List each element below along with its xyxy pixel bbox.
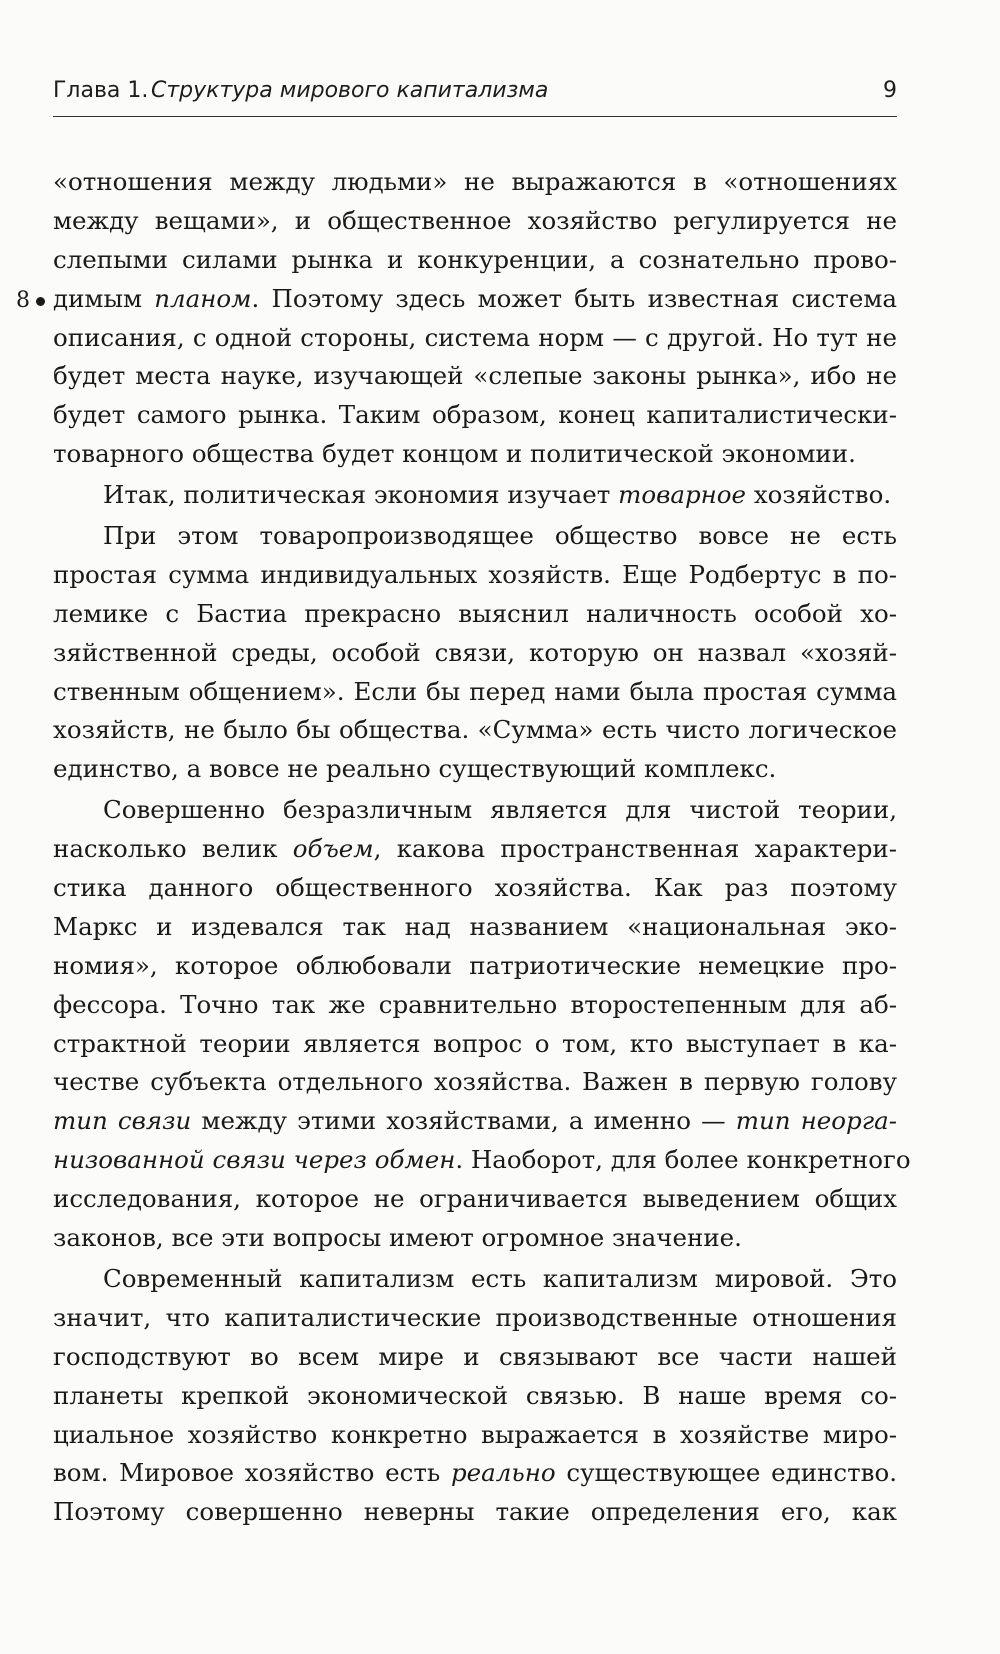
italic-text: тип неорга- <box>735 1106 897 1136</box>
text-span: будет места науке, изучающей «слепые законы рынка», ибо не <box>53 361 897 391</box>
text-line <box>53 986 897 1025</box>
text-span: зяйственной среды, особой связи, которую он назвал «хозяй- <box>53 637 897 667</box>
header-rule <box>53 116 897 117</box>
text-span: слепыми силами рынка и конкуренции, а сознательно прово- <box>53 244 897 274</box>
text-line <box>53 476 897 515</box>
paragraph <box>53 163 897 474</box>
text-line <box>53 1493 897 1532</box>
text-span: исследования, которое не ограничивается выведением общих <box>53 1184 897 1214</box>
text-line <box>53 1219 897 1258</box>
text-line <box>53 241 897 280</box>
chapter-label: Глава 1. <box>53 78 149 103</box>
chapter-title: Структура мирового капитализма <box>151 78 549 103</box>
text-line <box>53 1025 897 1064</box>
text-line <box>53 1377 897 1416</box>
italic-text: низованной связи через обмен <box>53 1145 456 1175</box>
text-line <box>53 556 897 595</box>
text-line <box>53 595 897 634</box>
text-line <box>53 280 897 319</box>
text-span: димым <box>53 283 155 313</box>
text-span: товарного общества будет концом и политической экономии. <box>53 439 856 469</box>
text-span: описания, с одной стороны, система норм — с другой. Но тут не <box>53 322 897 352</box>
margin-page-marker <box>16 288 45 313</box>
text-span: значит, что капиталистические производственные отношения <box>53 1302 897 1332</box>
text-line <box>53 673 897 712</box>
text-span: насколько велик <box>53 834 293 864</box>
text-span: «отношения между людьми» не выражаются в «отношениях <box>53 167 897 196</box>
paragraph <box>53 476 897 515</box>
text-line <box>53 830 897 869</box>
text-line <box>53 1063 897 1102</box>
text-line <box>53 791 897 830</box>
body-text <box>53 163 911 1532</box>
text-span: страктной теории является вопрос о том, кто выступает в ка- <box>53 1028 897 1058</box>
text-span: планеты крепкой экономической связью. В наше время со- <box>53 1380 897 1410</box>
text-line <box>53 1102 897 1141</box>
text-span: Современный капитализм есть капитализм мировой. Это <box>103 1263 897 1293</box>
text-line <box>53 711 897 750</box>
italic-text: товарное <box>618 480 747 510</box>
text-line <box>53 202 897 241</box>
text-span: . Наоборот, для более конкретного <box>455 1145 911 1175</box>
paragraph <box>53 1260 897 1532</box>
text-span: лемике с Бастиа прекрасно выяснил наличность особой хо- <box>53 598 897 628</box>
text-line <box>53 1180 897 1219</box>
text-line <box>53 1416 897 1455</box>
text-line <box>53 947 897 986</box>
italic-text: тип связи <box>53 1106 192 1136</box>
text-span: простая сумма индивидуальных хозяйств. Еще Родбертус в по- <box>53 559 897 589</box>
text-line <box>53 357 897 396</box>
text-span: фессора. Точно так же сравнительно второстепенным для аб- <box>53 989 897 1019</box>
text-span: между этими хозяйствами, а именно — <box>191 1106 736 1136</box>
text-span: между вещами», и общественное хозяйство регулируется не <box>53 205 897 235</box>
text-span: господствуют во всем мире и связывают все части нашей <box>53 1341 897 1371</box>
text-span: Маркс и издевался так над названием «национальная эко- <box>53 911 897 941</box>
text-span: существующее единство. <box>555 1458 897 1488</box>
text-line <box>53 1260 897 1299</box>
text-span: При этом товаропроизводящее общество вовсе не есть <box>103 521 897 551</box>
paragraph <box>53 517 897 789</box>
text-line <box>53 908 897 947</box>
text-span: стика данного общественного хозяйства. Как раз поэтому <box>53 873 897 903</box>
text-span: ственным общением». Если бы перед нами была простая сумма <box>53 676 897 706</box>
italic-text: реально <box>450 1458 556 1488</box>
text-line <box>53 1299 897 1338</box>
margin-page-number: 8 <box>16 288 30 313</box>
page-number: 9 <box>883 78 897 103</box>
italic-text: объем <box>292 834 374 864</box>
text-span: единство, а вовсе не реально существующий комплекс. <box>53 754 777 784</box>
text-line <box>53 634 897 673</box>
bullet-dot-icon <box>36 297 45 306</box>
text-line <box>53 163 897 202</box>
text-span: хозяйство. <box>746 480 892 510</box>
text-span: циальное хозяйство конкретно выражается в хозяйстве миро- <box>53 1419 897 1449</box>
text-span: будет самого рынка. Таким образом, конец капиталистически- <box>53 400 897 430</box>
text-span: номия», которое облюбовали патриотические немецкие про- <box>53 950 897 980</box>
text-span: вом. Мировое хозяйство есть <box>53 1458 451 1488</box>
text-line <box>53 869 897 908</box>
text-span: честве субъекта отдельного хозяйства. Важен в первую голову <box>53 1067 897 1097</box>
text-span: Итак, политическая экономия изучает <box>103 480 619 510</box>
text-span: законов, все эти вопросы имеют огромное значение. <box>53 1223 742 1253</box>
text-line <box>53 517 897 556</box>
paragraph <box>53 791 911 1258</box>
text-line <box>53 1338 897 1377</box>
text-line <box>53 435 897 474</box>
text-span: . Поэтому здесь может быть известная система <box>251 283 897 313</box>
text-span: хозяйств, не было бы общества. «Сумма» есть чисто логическое <box>53 715 897 745</box>
text-line <box>53 319 897 358</box>
text-span: Совершенно безразличным является для чистой теории, <box>103 795 897 825</box>
text-span: Поэтому совершенно неверны такие определения его, как <box>53 1497 897 1527</box>
text-line <box>53 1141 911 1180</box>
italic-text: планом <box>154 283 252 313</box>
text-line <box>53 750 897 789</box>
text-line <box>53 1454 897 1493</box>
text-span: , какова пространственная характери- <box>373 834 897 864</box>
text-line <box>53 396 897 435</box>
